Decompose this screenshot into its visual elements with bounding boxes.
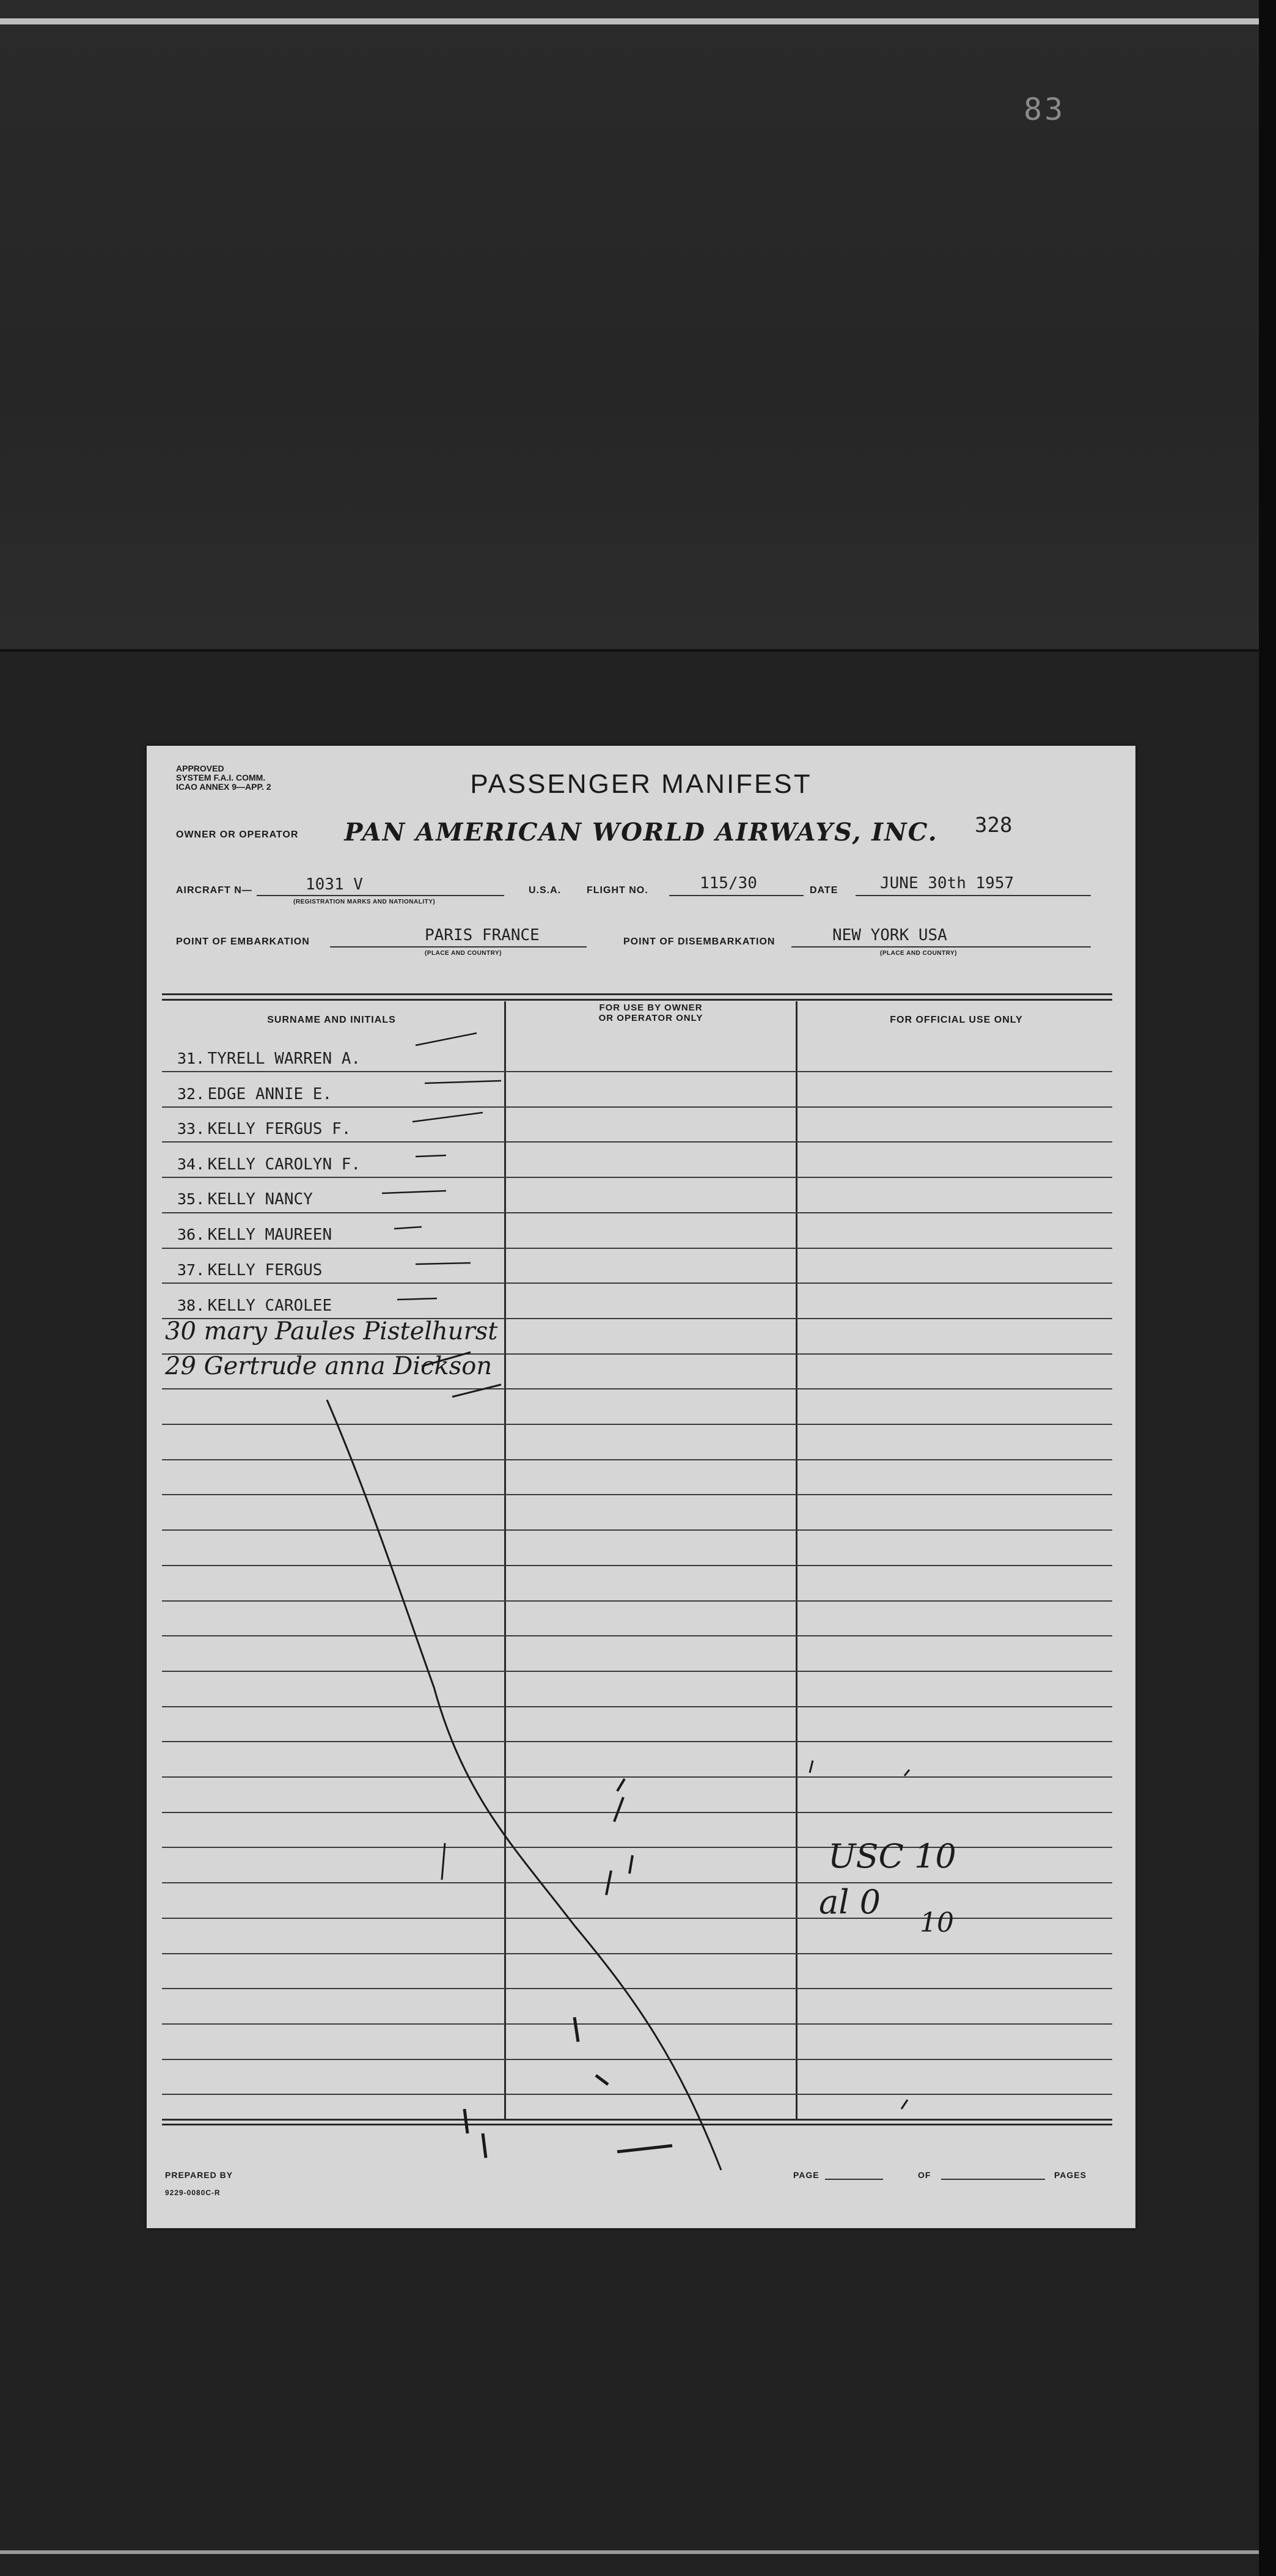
row-number: 32.: [177, 1085, 205, 1103]
film-edge-top: [0, 18, 1259, 24]
row-number: 30: [165, 1317, 196, 1345]
owner-value: PAN AMERICAN WORLD AIRWAYS, INC.: [344, 818, 938, 847]
tick-mark: [416, 1155, 446, 1157]
flight-value: 115/30: [700, 874, 757, 892]
disembarkation-value: NEW YORK USA: [832, 926, 947, 944]
corner-stamp: 83: [1024, 92, 1066, 127]
official-note: USC 10: [828, 1837, 956, 1875]
stray-mark: [606, 1779, 632, 1895]
tick-mark: [413, 1113, 483, 1122]
film-edge-bottom: [0, 2550, 1259, 2554]
prepared-by-label: PREPARED BY: [165, 2170, 233, 2180]
film-edge-right: [1259, 0, 1276, 2576]
form-number: 9229-0080C-R: [165, 2188, 221, 2197]
page-label: PAGE: [793, 2170, 820, 2180]
column-header-owner-line: OR OPERATOR ONLY: [598, 1013, 703, 1023]
manifest-form: [147, 746, 1135, 2228]
column-header-owner-line: FOR USE BY OWNER: [599, 1003, 703, 1013]
tick-mark: [425, 1081, 501, 1083]
passenger-name: Gertrude anna Dickson: [204, 1352, 493, 1380]
aircraft-label: AIRCRAFT N—: [176, 885, 252, 896]
row-number: 34.: [177, 1155, 205, 1173]
date-value: JUNE 30th 1957: [880, 874, 1014, 892]
embarkation-label: POINT OF EMBARKATION: [176, 937, 310, 947]
row-number: 29: [165, 1352, 196, 1380]
film-divider: [0, 649, 1276, 652]
column-header-official: FOR OFFICIAL USE ONLY: [890, 1015, 1023, 1025]
tick-mark: [397, 1298, 437, 1300]
check-mark: [422, 1352, 471, 1366]
film-header-area: [0, 0, 1276, 651]
column-header-surname: SURNAME AND INITIALS: [267, 1015, 396, 1025]
passenger-name: KELLY CAROLYN F.: [207, 1155, 361, 1174]
row-number: 36.: [177, 1226, 205, 1243]
tick-mark: [416, 1263, 471, 1264]
passenger-name: KELLY CAROLEE: [207, 1297, 332, 1315]
row-number: 33.: [177, 1120, 205, 1138]
country-label: U.S.A.: [529, 885, 562, 896]
official-note: al 0: [819, 1883, 881, 1921]
passenger-name: KELLY FERGUS: [207, 1261, 323, 1279]
page-number-stamp: 328: [975, 813, 1013, 837]
tick-mark: [394, 1227, 422, 1229]
approval-line: ICAO ANNEX 9—APP. 2: [176, 782, 271, 792]
passenger-name: KELLY NANCY: [207, 1190, 313, 1209]
embarkation-sub: (PLACE AND COUNTRY): [425, 950, 502, 957]
check-mark: [452, 1385, 501, 1397]
owner-label: OWNER OR OPERATOR: [176, 830, 299, 840]
disembarkation-sub: (PLACE AND COUNTRY): [880, 950, 957, 957]
row-number: 31.: [177, 1050, 205, 1067]
stray-mark: [442, 1761, 909, 2109]
passenger-name: TYRELL WARREN A.: [207, 1050, 361, 1068]
pages-label: PAGES: [1054, 2170, 1087, 2180]
aircraft-value: 1031 V: [306, 875, 363, 894]
stray-mark: [464, 2017, 672, 2158]
passenger-name: KELLY MAUREEN: [207, 1226, 332, 1244]
pen-marks: [147, 746, 1135, 2228]
aircraft-sub: (REGISTRATION MARKS AND NATIONALITY): [293, 899, 436, 905]
approval-line: SYSTEM F.A.I. COMM.: [176, 773, 266, 782]
approval-line: APPROVED: [176, 764, 224, 773]
date-label: DATE: [810, 885, 838, 896]
passenger-name: mary Paules Pistelhurst: [204, 1317, 498, 1345]
embarkation-value: PARIS FRANCE: [425, 926, 540, 944]
row-number: 35.: [177, 1190, 205, 1208]
passenger-name: EDGE ANNIE E.: [207, 1085, 332, 1103]
tick-mark: [382, 1191, 446, 1193]
passenger-name: KELLY FERGUS F.: [207, 1120, 351, 1138]
form-title: PASSENGER MANIFEST: [470, 769, 812, 799]
disembarkation-label: POINT OF DISEMBARKATION: [623, 937, 776, 947]
cancel-stroke: [327, 1400, 721, 2170]
flight-label: FLIGHT NO.: [587, 885, 648, 896]
of-label: OF: [918, 2170, 931, 2180]
row-number: 37.: [177, 1261, 205, 1279]
row-number: 38.: [177, 1297, 205, 1314]
official-note: 10: [920, 1907, 954, 1938]
tick-mark: [416, 1033, 477, 1045]
